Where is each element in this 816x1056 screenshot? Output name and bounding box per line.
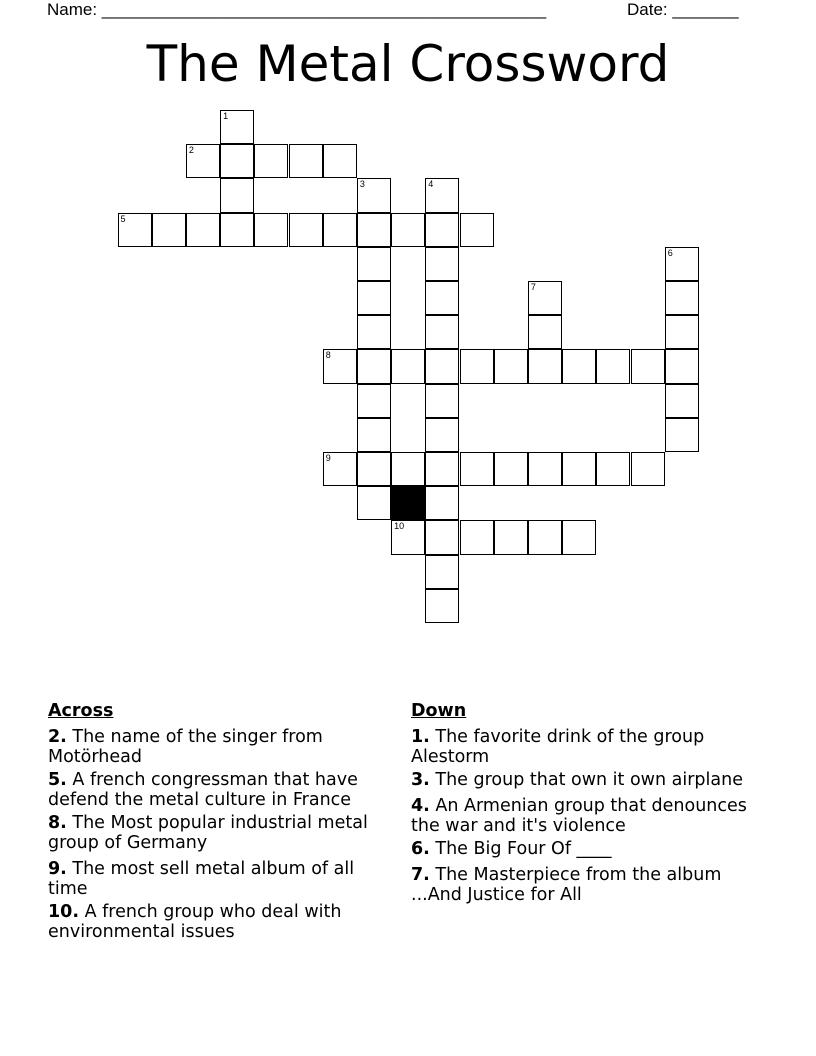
grid-cell[interactable] <box>357 486 391 520</box>
grid-cell[interactable] <box>425 247 459 281</box>
grid-cell[interactable] <box>357 213 391 247</box>
grid-cell[interactable] <box>460 213 494 247</box>
grid-cell[interactable] <box>528 452 562 486</box>
clue-text: The Masterpiece from the album ...And Justice for All <box>411 865 722 905</box>
grid-cell[interactable] <box>186 213 220 247</box>
clue-down-4 <box>411 796 756 836</box>
grid-cell[interactable] <box>254 213 288 247</box>
clue-text: The most sell metal album of all time <box>48 859 355 899</box>
cell-number: 5 <box>120 213 126 224</box>
across-clues <box>48 701 398 945</box>
down-clues <box>411 701 756 908</box>
clue-text: The Big Four Of ____ <box>435 839 612 859</box>
grid-cell[interactable] <box>220 144 254 178</box>
grid-cell[interactable] <box>357 247 391 281</box>
clue-across-2 <box>48 727 398 767</box>
name-field[interactable]: Name: _______________________________________________ <box>47 0 547 19</box>
cell-number: 10 <box>394 521 405 532</box>
grid-cell[interactable] <box>220 178 254 212</box>
cell-number: 8 <box>325 350 331 361</box>
grid-cell[interactable] <box>665 247 699 281</box>
grid-cell[interactable] <box>528 349 562 383</box>
grid-cell[interactable] <box>460 452 494 486</box>
grid-cell[interactable] <box>118 213 152 247</box>
grid-cell[interactable] <box>391 520 425 554</box>
clue-text: The name of the singer from Motörhead <box>48 727 323 767</box>
grid-cell[interactable] <box>357 418 391 452</box>
grid-cell[interactable] <box>528 520 562 554</box>
grid-cell[interactable] <box>323 144 357 178</box>
clue-number: 6. <box>411 839 430 859</box>
clue-across-9 <box>48 859 398 899</box>
clue-text: A french group who deal with environmental issues <box>48 902 342 942</box>
clue-number: 9. <box>48 859 67 879</box>
grid-cell[interactable] <box>357 452 391 486</box>
grid-cell[interactable] <box>391 452 425 486</box>
grid-cell[interactable] <box>425 589 459 623</box>
grid-cell[interactable] <box>186 144 220 178</box>
cell-number: 9 <box>325 453 331 463</box>
clue-text: The group that own it own airplane <box>435 770 743 790</box>
across-heading: Across <box>48 701 114 721</box>
clue-number: 5. <box>48 770 67 790</box>
grid-cell[interactable] <box>289 144 323 178</box>
grid-cell[interactable] <box>323 452 357 486</box>
grid-cell[interactable] <box>357 281 391 315</box>
grid-cell[interactable] <box>323 213 357 247</box>
cell-number: 6 <box>667 247 673 258</box>
cell-number: 4 <box>428 179 434 190</box>
grid-cell[interactable] <box>323 349 357 383</box>
grid-cell[interactable] <box>357 315 391 349</box>
clue-number: 1. <box>411 727 430 747</box>
grid-cell[interactable] <box>220 213 254 247</box>
clue-down-6 <box>411 839 756 859</box>
grid-cell[interactable] <box>425 418 459 452</box>
clue-number: 3. <box>411 770 430 790</box>
grid-cell[interactable] <box>665 315 699 349</box>
cell-number: 7 <box>530 282 536 292</box>
grid-cell[interactable] <box>357 349 391 383</box>
clue-number: 7. <box>411 865 430 885</box>
grid-cell[interactable] <box>425 213 459 247</box>
clue-down-3 <box>411 770 756 790</box>
grid-cell[interactable] <box>562 520 596 554</box>
clue-across-5 <box>48 770 398 810</box>
grid-cell[interactable] <box>254 144 288 178</box>
clue-number: 4. <box>411 796 430 816</box>
cell-number: 2 <box>188 145 194 156</box>
grid-cell[interactable] <box>631 452 665 486</box>
grid-cell[interactable] <box>665 418 699 452</box>
grid-cell[interactable] <box>631 349 665 383</box>
grid-cell[interactable] <box>425 315 459 349</box>
clue-text: The favorite drink of the group Alestorm <box>411 727 705 767</box>
grid-cell[interactable] <box>665 349 699 383</box>
grid-cell[interactable] <box>425 178 459 212</box>
grid-cell[interactable] <box>391 349 425 383</box>
black-cell <box>391 486 425 520</box>
grid-cell[interactable] <box>562 349 596 383</box>
grid-cell[interactable] <box>596 349 630 383</box>
grid-cell[interactable] <box>357 384 391 418</box>
cell-number: 1 <box>223 111 229 121</box>
grid-cell[interactable] <box>425 520 459 554</box>
grid-cell[interactable] <box>425 452 459 486</box>
clue-down-1 <box>411 727 756 767</box>
grid-cell[interactable] <box>596 452 630 486</box>
clue-text: A french congressman that have defend the metal culture in France <box>48 770 358 810</box>
grid-cell[interactable] <box>425 486 459 520</box>
clue-down-7 <box>411 865 756 905</box>
grid-cell[interactable] <box>460 520 494 554</box>
grid-cell[interactable] <box>494 520 528 554</box>
grid-cell[interactable] <box>494 452 528 486</box>
grid-cell[interactable] <box>665 281 699 315</box>
grid-cell[interactable] <box>152 213 186 247</box>
clue-across-10 <box>48 902 398 942</box>
grid-cell[interactable] <box>425 281 459 315</box>
down-heading: Down <box>411 701 467 721</box>
grid-cell[interactable] <box>562 452 596 486</box>
cell-number: 3 <box>359 179 365 190</box>
clue-number: 8. <box>48 813 67 833</box>
clue-text: The Most popular industrial metal group of Germany <box>48 813 368 853</box>
grid-cell[interactable] <box>391 213 425 247</box>
clue-number: 2. <box>48 727 67 747</box>
clue-text: An Armenian group that denounces the war and it's violence <box>411 796 747 836</box>
grid-cell[interactable] <box>460 349 494 383</box>
grid-cell[interactable] <box>494 349 528 383</box>
page-title: The Metal Crossword <box>146 35 670 93</box>
grid-cell[interactable] <box>665 384 699 418</box>
grid-cell[interactable] <box>220 110 254 144</box>
grid-cell[interactable] <box>425 384 459 418</box>
clue-across-8 <box>48 813 398 853</box>
clue-number: 10. <box>48 902 80 922</box>
grid-cell[interactable] <box>425 555 459 589</box>
grid-cell[interactable] <box>289 213 323 247</box>
grid-cell[interactable] <box>425 349 459 383</box>
grid-cell[interactable] <box>528 281 562 315</box>
grid-cell[interactable] <box>357 178 391 212</box>
date-field[interactable]: Date: _______ <box>627 0 739 19</box>
grid-cell[interactable] <box>528 315 562 349</box>
